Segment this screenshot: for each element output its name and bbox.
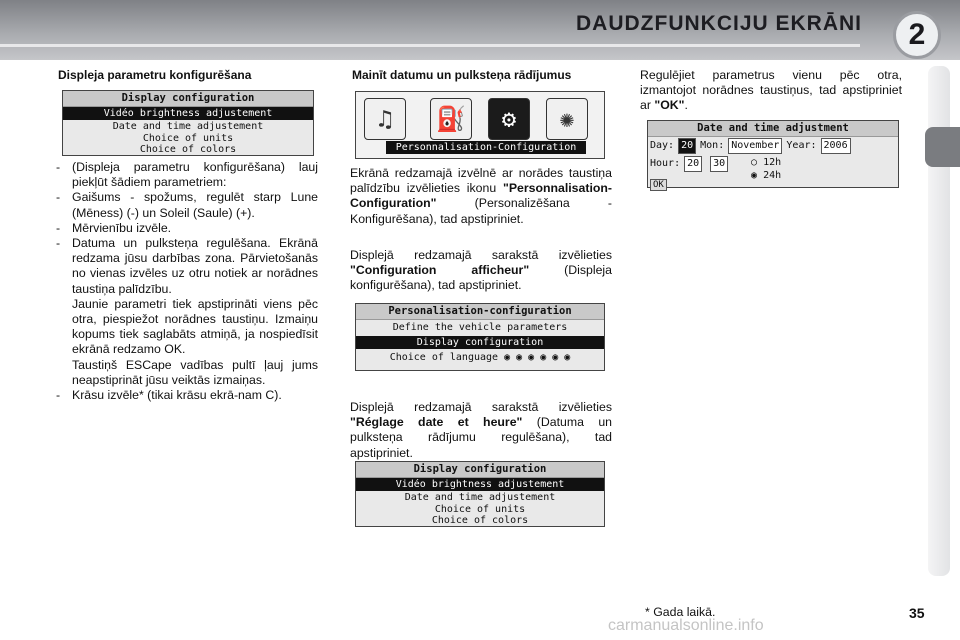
chapter-tab-marker: [925, 127, 960, 167]
radio-on-icon: ◉: [751, 170, 758, 181]
hour-field: 20: [684, 156, 702, 172]
radio-off-icon: ○: [751, 157, 758, 168]
parameter-list: [56, 160, 318, 403]
paragraph-select-date-time: Displejā redzamajā sarakstā izvēlieties "Réglage date et heure" (Datuma un pulksteņa rādījumu regulēšana), tad apstipriniet.: [350, 400, 613, 460]
display-config-screen-2: [355, 461, 605, 527]
list-subparagraph: Jaunie parametri tiek apstiprināti viens pēc otra, piespiežot norādnes taustiņu. Izmaiņu kopums tiek saglabāts atmiņā, ja nospiedīsit ekrānā redzamo OK.: [72, 296, 318, 357]
list-item: - Krāsu izvēle* (tikai krāsu ekrā-nam C).: [56, 388, 282, 403]
screen-item: Date and time adjustement: [112, 121, 264, 132]
page-title: DAUDZFUNKCIJU EKRĀNI: [576, 12, 862, 35]
ok-button: OK: [650, 179, 667, 191]
personalisation-icons-screen: [355, 91, 605, 159]
personalisation-config-screen: [355, 303, 605, 371]
watermark: carmanualsonline.info: [608, 617, 764, 634]
chapter-badge: 2: [893, 11, 941, 59]
music-notes-icon: ♫: [364, 98, 406, 140]
icon-selection-label: Personnalisation-Configuration: [386, 141, 586, 154]
page-number: 35: [909, 605, 925, 621]
screen-item: Define the vehicle parameters: [392, 322, 568, 333]
screen-item: Choice of colors: [139, 144, 237, 155]
paragraph-select-display-config: Displejā redzamajā sarakstā izvēlieties "Configuration afficheur" (Displeja konfigurēšana), tad apstipriniet.: [350, 248, 612, 293]
format-option-24h: ◉ 24h: [751, 170, 782, 181]
screen-item: Choice of colors: [431, 515, 529, 526]
year-field: 2006: [821, 138, 851, 154]
footnote: * Gada laikā.: [645, 605, 716, 619]
minute-field: 30: [710, 156, 728, 172]
screen-item: Date and time adjustement: [404, 492, 556, 503]
screen-item-selected: Vidéo brightness adjustement: [63, 107, 313, 120]
section-heading-date-time: Mainīt datumu un pulksteņa rādījumus: [352, 68, 572, 82]
paragraph-select-icon: Ekrānā redzamajā izvēlnē ar norādes taustiņa palīdzību izvēlieties ikonu "Personnalisation-Configuration" (Personalizēšana - Konfigurēšana), tad apstipriniet.: [350, 166, 612, 226]
alert-signal-icon: ✺: [546, 98, 588, 140]
list-item: - Mērvienību izvēle.: [56, 220, 172, 235]
list-item: - Gaišums - spožums, regulēt starp Lune (Mēness) (-) un Soleil (Saule) (+).: [56, 190, 318, 220]
month-field: November: [728, 138, 782, 154]
date-row: Day: 20 Mon: November Year: 2006: [650, 138, 855, 154]
fuel-pump-icon: ⛽: [430, 98, 472, 140]
paragraph-adjust-parameters: Regulējiet parametrus vienu pēc otra, izmantojot norādnes taustiņus, tad apstipriniet ar "OK".: [640, 68, 902, 113]
screen-title: Display configuration: [356, 462, 604, 478]
screen-title: Personalisation-configuration: [356, 304, 604, 320]
screen-item: Choice of units: [142, 133, 234, 144]
screen-item-selected: Vidéo brightness adjustement: [356, 478, 604, 491]
screen-item-selected: Display configuration: [356, 336, 604, 349]
day-field: 20: [678, 138, 696, 154]
list-subparagraph: Taustiņš ESCape vadības pultī ļauj jums neapstiprināt jūsu veiktās izmaiņas.: [72, 357, 318, 387]
format-option-12h: ○ 12h: [751, 157, 782, 168]
screen-item: Choice of language ◉ ◉ ◉ ◉ ◉ ◉: [389, 352, 571, 363]
screen-item: Choice of units: [434, 504, 526, 515]
header-rule: [0, 44, 860, 47]
date-time-screen: [647, 120, 899, 188]
screen-title: Display configuration: [63, 91, 313, 107]
page-header: [0, 0, 960, 60]
list-item: - (Displeja parametru konfigurēšana) lauj piekļūt šādiem parametriem:: [56, 160, 318, 190]
list-item: - Datuma un pulksteņa regulēšana. Ekrānā redzama jūsu darbības zona. Pārvietošanās no vienas izvēles uz otru notiek ar norādnes taustiņa palīdzību. Jaunie parametri tiek apstiprināti viens pēc otra, piespiežot norādnes taustiņu. Izmaiņu kopums tiek saglabāts atmiņā, ja nospiedīsit ekrānā redzamo OK. Taustiņš ESCape vadības pultī ļauj jums neapstiprināt jūsu veiktās izmaiņas.: [56, 236, 318, 387]
section-heading-display-config: Displeja parametru konfigurēšana: [58, 68, 252, 82]
settings-icon: ⚙: [488, 98, 530, 140]
screen-title: Date and time adjustment: [648, 121, 898, 137]
hour-row: Hour: 20 30: [650, 156, 732, 172]
display-config-screen: [62, 90, 314, 156]
